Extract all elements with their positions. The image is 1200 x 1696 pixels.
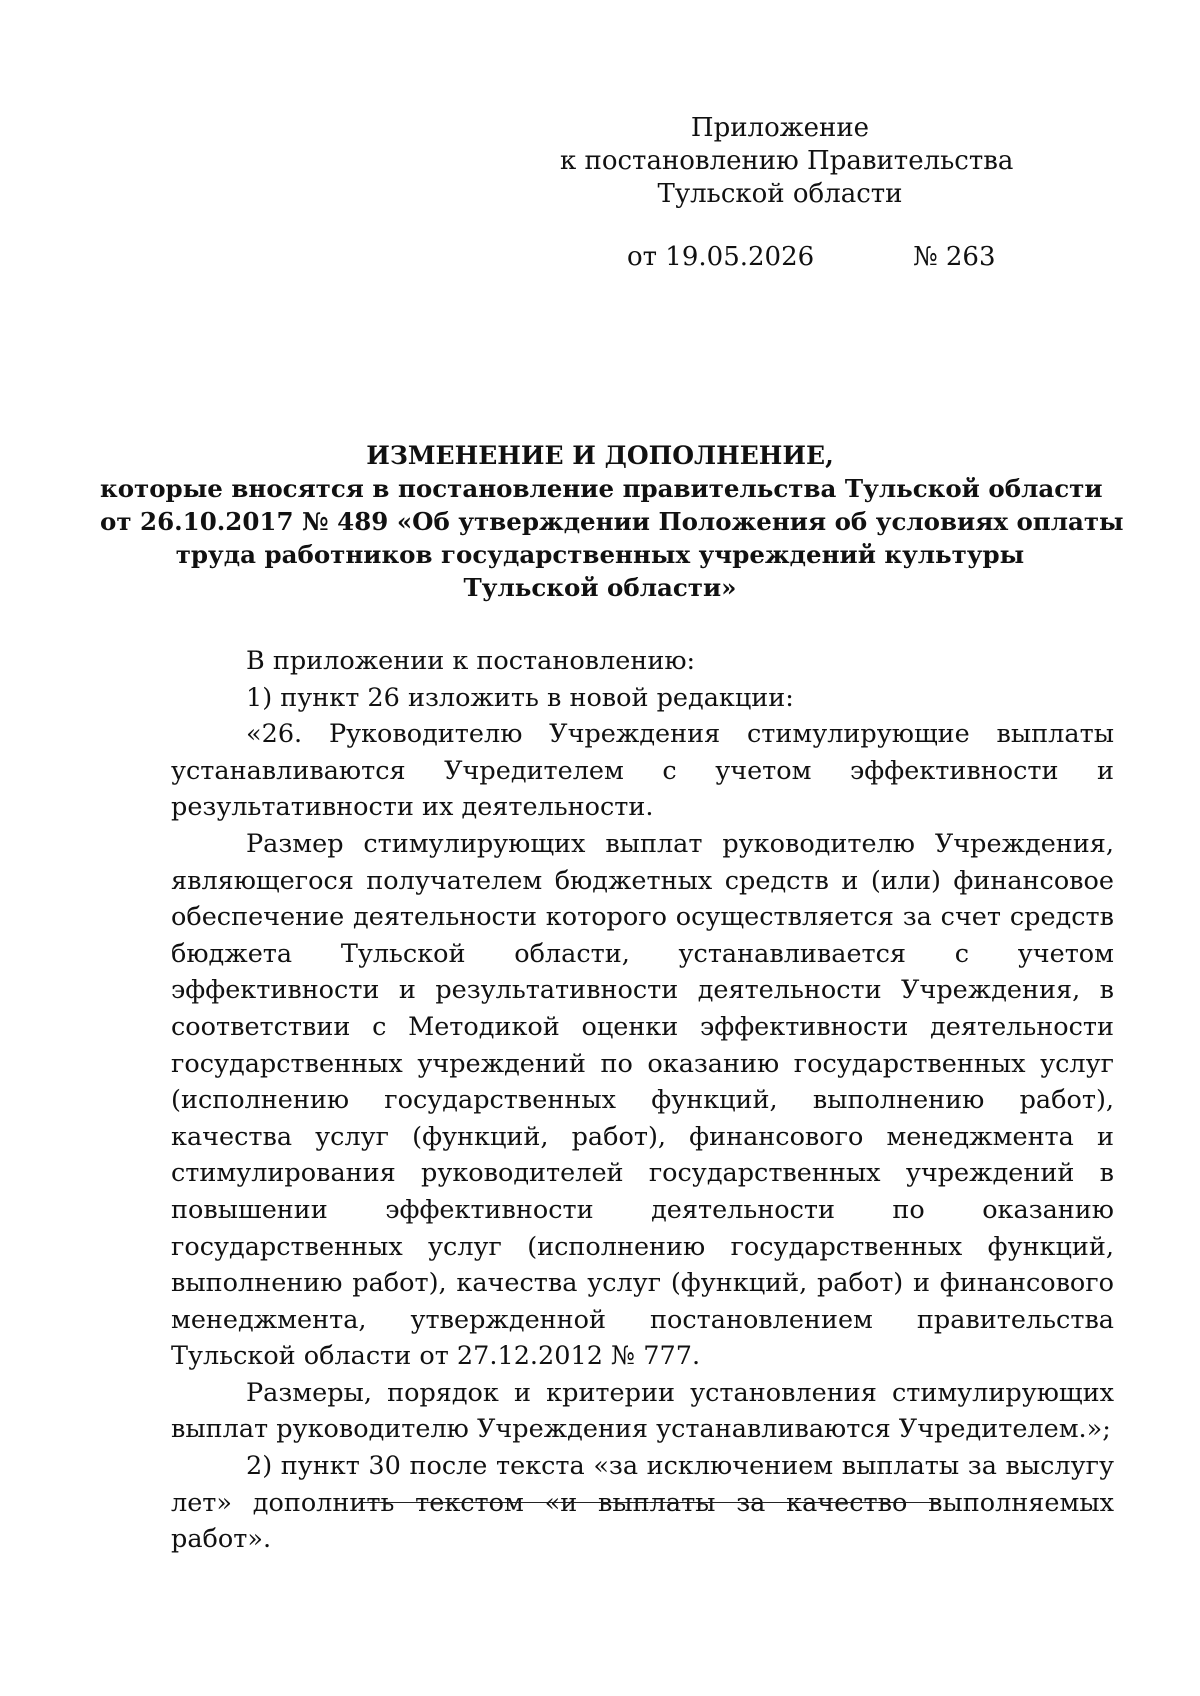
resolution-date: от 19.05.2026 (627, 242, 815, 272)
document-body (171, 643, 1114, 1558)
document-title (100, 439, 1124, 604)
title-line-4: труда работников государственных учреждений культуры (175, 540, 1025, 569)
body-paragraph-payment-size: Размер стимулирующих выплат руководителю Учреждения, являющегося получателем бюджетных средств и (или) финансовое обеспечение деятельности которого осуществляется за счет средств бюджета Тульской области, устанавливается с учетом эффективности и результативности деятельности Учреждения, в соответствии с Методикой оценки эффективности деятельности государственных учреждений по оказанию государственных услуг (исполнению государственных функций, выполнению работ), качества услуг (функций, работ), финансового менеджмента и стимулирования руководителей государственных учреждений в повышении эффективности деятельности по оказанию государственных услуг (исполнению государственных функций, выполнению работ), качества услуг (функций, работ) и финансового менеджмента, утвержденной постановлением правительства Тульской области от 27.12.2012 № 777. (171, 828, 1114, 1372)
resolution-number: № 263 (913, 242, 996, 272)
body-paragraph-intro: В приложении к постановлению: (246, 646, 696, 676)
body-paragraph-clause-26: «26. Руководителю Учреждения стимулирующие выплаты устанавливаются Учредителем с учетом эффективности и результативности их деятельности. (171, 719, 1114, 823)
appendix-header (560, 112, 1014, 211)
title-line-2: которые вносятся в постановление правительства Тульской области (100, 474, 1103, 503)
title-line-1: ИЗМЕНЕНИЕ И ДОПОЛНЕНИЕ, (366, 441, 834, 470)
title-line-5: Тульской области» (463, 573, 737, 602)
appendix-reference: к постановлению Правительства (560, 146, 1014, 176)
body-paragraph-item-1: 1) пункт 26 изложить в новой редакции: (246, 682, 794, 713)
title-line-3: от 26.10.2017 № 489 «Об утверждении Положения об условиях оплаты (100, 507, 1124, 536)
appendix-label: Приложение (690, 113, 870, 143)
body-paragraph-item-2: 2) пункт 30 после текста «за исключением выплаты за выслугу лет» дополнить текстом «и выплаты за качество выполняемых работ». (171, 1451, 1114, 1555)
closing-divider (360, 1502, 938, 1503)
body-paragraph-criteria: Размеры, порядок и критерии установления стимулирующих выплат руководителю Учреждения устанавливаются Учредителем.»; (171, 1377, 1114, 1445)
appendix-region: Тульской области (657, 179, 903, 209)
